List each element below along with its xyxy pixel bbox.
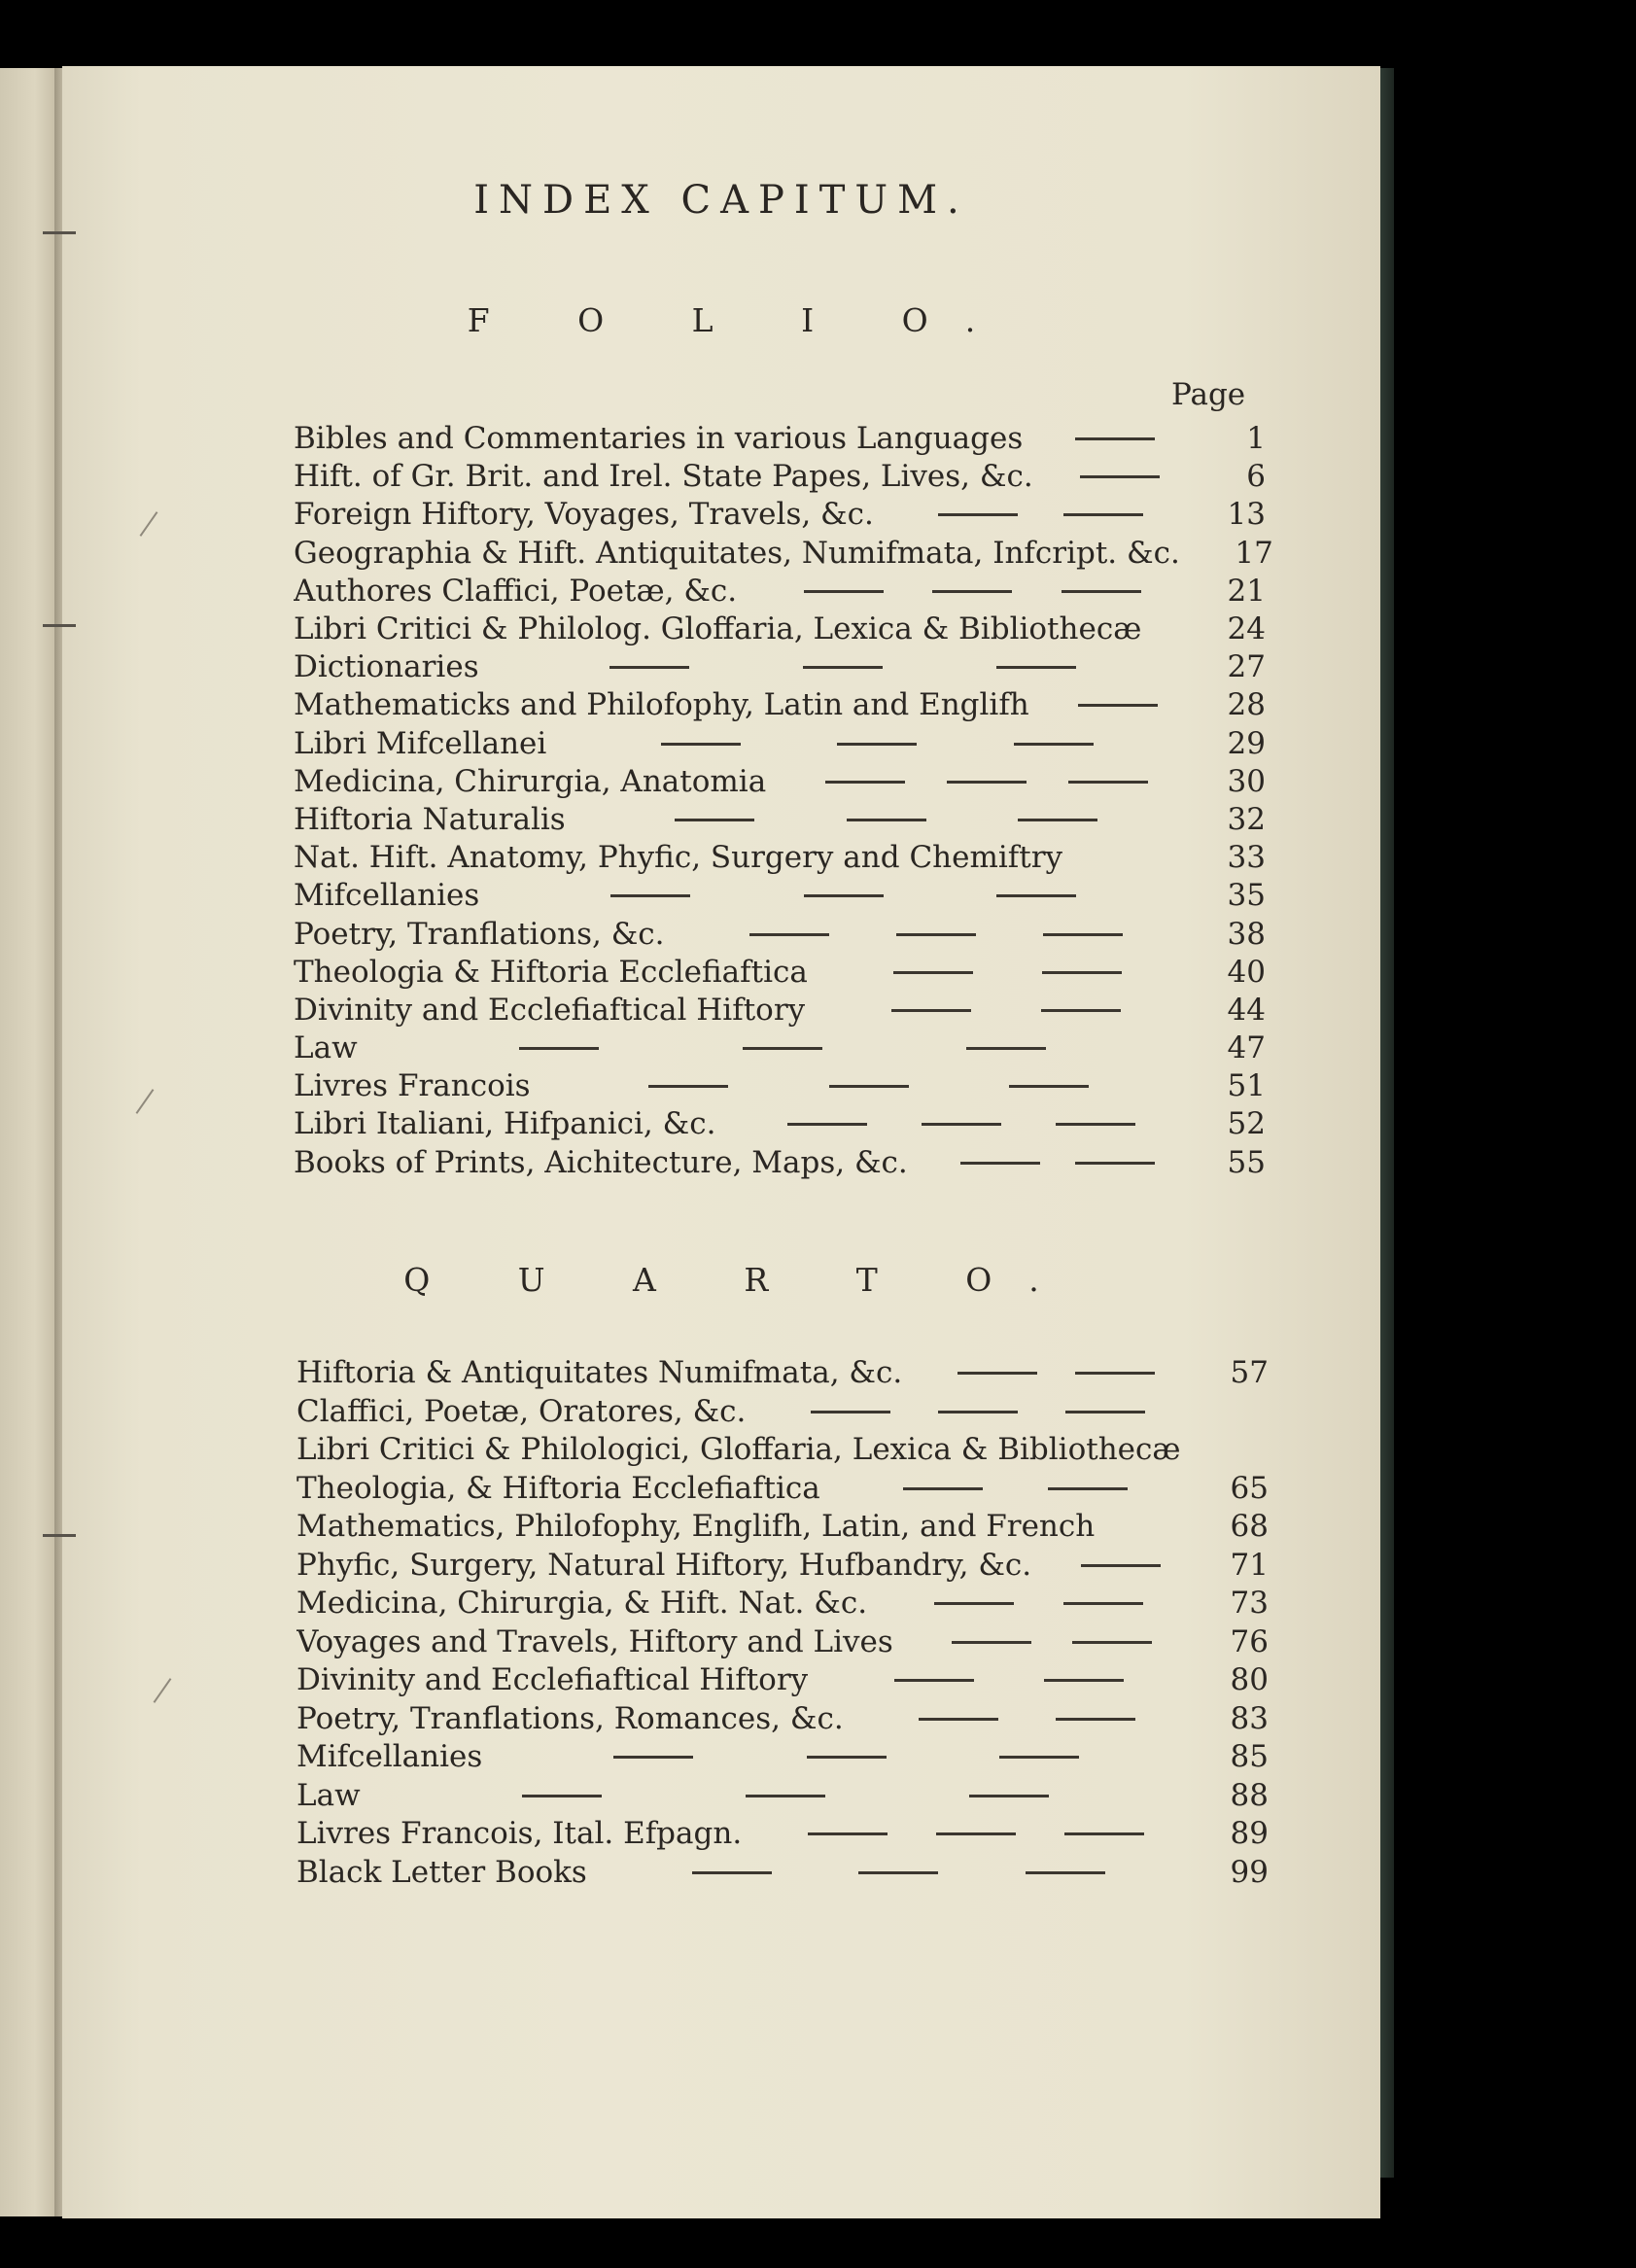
leader-dash <box>1056 1718 1135 1721</box>
index-entry <box>294 1144 1266 1182</box>
index-entry <box>296 1547 1269 1586</box>
leader-dash <box>807 1756 887 1759</box>
entry-page-number: 38 <box>1227 916 1266 952</box>
index-entry <box>294 535 1273 573</box>
cover-edge <box>1380 68 1394 2178</box>
index-entry <box>294 992 1266 1029</box>
leader-dash <box>1041 1009 1121 1012</box>
index-entry <box>294 686 1266 724</box>
entry-page-number: 85 <box>1230 1739 1269 1775</box>
page-title: INDEX CAPITUM. <box>473 178 969 223</box>
dash-leader <box>874 513 1207 516</box>
entry-title: Livres Francois <box>294 1068 531 1104</box>
index-entry <box>296 1585 1269 1623</box>
index-entry <box>296 1854 1269 1893</box>
dash-leader <box>746 1411 1210 1413</box>
dash-leader <box>1033 475 1207 478</box>
entry-page-number: 73 <box>1230 1586 1269 1622</box>
leader-dash <box>894 1679 974 1682</box>
leader-dash <box>999 1756 1079 1759</box>
entry-title: Hiftoria & Antiquitates Numifmata, &c. <box>296 1355 903 1391</box>
leader-dash <box>675 819 754 821</box>
entry-page-number: 28 <box>1227 687 1266 723</box>
index-entry <box>296 1661 1269 1700</box>
dash-leader <box>587 1871 1210 1874</box>
index-entry <box>296 1738 1269 1777</box>
leader-dash <box>922 1123 1001 1126</box>
index-entry <box>294 763 1266 801</box>
leader-dash <box>1072 1641 1152 1644</box>
index-entry <box>296 1354 1269 1393</box>
entry-title: Medicina, Chirurgia, & Hift. Nat. &c. <box>296 1586 868 1622</box>
dash-leader <box>566 819 1207 821</box>
entry-title: Dictionaries <box>294 649 479 685</box>
leader-dash <box>743 1047 822 1050</box>
leader-dash <box>825 781 905 784</box>
dash-leader <box>742 1832 1210 1835</box>
leader-dash <box>609 666 689 669</box>
dash-leader <box>546 743 1207 746</box>
entry-title: Theologia, & Hiftoria Ecclefiaftica <box>296 1470 820 1506</box>
leader-dash <box>613 1756 693 1759</box>
leader-dash <box>1081 1564 1161 1567</box>
index-entry <box>294 496 1266 534</box>
index-entry <box>294 1029 1266 1067</box>
dash-leader <box>805 1009 1207 1012</box>
leader-dash <box>837 743 917 746</box>
leader-dash <box>996 894 1076 897</box>
entry-title: Mifcellanies <box>294 878 480 914</box>
leader-dash <box>1075 437 1155 440</box>
entry-title: Medicina, Chirurgia, Anatomia <box>294 763 767 799</box>
leader-dash <box>957 1372 1037 1375</box>
leader-dash <box>952 1641 1031 1644</box>
index-entry <box>294 877 1266 915</box>
entry-title: Law <box>296 1777 361 1813</box>
entry-title: Bibles and Commentaries in various Languages <box>294 421 1024 457</box>
entry-page-number: 51 <box>1227 1068 1266 1104</box>
index-entry <box>294 573 1266 611</box>
dash-leader <box>531 1085 1207 1088</box>
entry-title: Divinity and Ecclefiaftical Hiftory <box>296 1662 809 1698</box>
index-entry <box>294 458 1266 496</box>
entry-page-number: 99 <box>1230 1854 1269 1890</box>
leader-dash <box>960 1162 1040 1165</box>
index-entry <box>296 1508 1269 1547</box>
leader-dash <box>1042 971 1122 974</box>
leader-dash <box>692 1871 772 1874</box>
entry-page-number: 44 <box>1227 992 1266 1028</box>
dash-leader <box>361 1795 1210 1797</box>
index-entry <box>296 1815 1269 1854</box>
entry-title: Foreign Hiftory, Voyages, Travels, &c. <box>294 497 874 533</box>
leader-dash <box>903 1487 983 1490</box>
entry-page-number: 68 <box>1230 1509 1269 1545</box>
leader-dash <box>1014 743 1094 746</box>
leader-dash <box>1080 475 1160 478</box>
dash-leader <box>1031 1564 1210 1567</box>
entry-page-number: 1 <box>1246 421 1266 457</box>
leader-dash <box>1018 819 1097 821</box>
dash-leader <box>893 1641 1210 1644</box>
entry-title: Libri Italiani, Hifpanici, &c. <box>294 1106 716 1142</box>
entry-page-number: 57 <box>1230 1355 1269 1391</box>
leader-dash <box>519 1047 599 1050</box>
entry-page-number: 89 <box>1230 1816 1269 1852</box>
index-entry <box>296 1393 1269 1432</box>
entry-title: Libri Critici & Philologici, Gloffaria, Lexica & Bibliothecæ <box>296 1432 1181 1468</box>
folio-section-heading: F O L I O. <box>467 301 1015 339</box>
leader-dash <box>808 1832 888 1835</box>
entry-title: Nat. Hift. Anatomy, Phyfic, Surgery and Chemiftry <box>294 840 1063 876</box>
dash-leader <box>1023 437 1207 440</box>
entry-page-number: 13 <box>1227 497 1266 533</box>
leader-dash <box>1064 1832 1144 1835</box>
binding-stitch <box>43 624 76 627</box>
entry-title: Geographia & Hift. Antiquitates, Numifmata, Infcript. &c. <box>294 535 1180 571</box>
leader-dash <box>1044 1679 1124 1682</box>
leader-dash <box>804 894 884 897</box>
leader-dash <box>1075 1162 1155 1165</box>
leader-dash <box>893 971 973 974</box>
leader-dash <box>938 513 1018 516</box>
leader-dash <box>1043 933 1123 936</box>
leader-dash <box>1065 1411 1145 1413</box>
entry-title: Authores Claffici, Poetæ, &c. <box>294 573 738 609</box>
dash-leader <box>665 933 1207 936</box>
index-entry <box>294 839 1266 877</box>
leader-dash <box>610 894 690 897</box>
entry-title: Divinity and Ecclefiaftical Hiftory <box>294 992 806 1028</box>
leader-dash <box>804 590 884 593</box>
leader-dash <box>1062 590 1141 593</box>
leader-dash <box>1056 1123 1135 1126</box>
leader-dash <box>858 1871 938 1874</box>
dash-leader <box>808 971 1207 974</box>
index-entry <box>296 1470 1269 1509</box>
entry-title: Mathematicks and Philofophy, Latin and Englifh <box>294 687 1029 723</box>
entry-page-number: 88 <box>1230 1777 1269 1813</box>
entry-page-number: 35 <box>1227 878 1266 914</box>
index-entry <box>296 1431 1269 1470</box>
entry-title: Mathematics, Philofophy, Englifh, Latin, and French <box>296 1509 1096 1545</box>
leader-dash <box>847 819 926 821</box>
entry-page-number: 40 <box>1227 954 1266 990</box>
leader-dash <box>1026 1871 1105 1874</box>
entry-page-number: 71 <box>1230 1547 1269 1583</box>
entry-page-number: 21 <box>1227 573 1266 609</box>
entry-title: Books of Prints, Aichitecture, Maps, &c. <box>294 1144 908 1180</box>
entry-title: Hift. of Gr. Brit. and Irel. State Papes, Lives, &c. <box>294 459 1033 495</box>
dash-leader <box>867 1602 1210 1605</box>
entry-page-number: 30 <box>1227 763 1266 799</box>
leader-dash <box>919 1718 998 1721</box>
index-entry <box>294 420 1266 458</box>
index-entry <box>294 611 1266 648</box>
index-entry <box>294 1105 1266 1143</box>
leader-dash <box>1009 1085 1089 1088</box>
leader-dash <box>966 1047 1046 1050</box>
quarto-index-list <box>296 1354 1269 1892</box>
leader-dash <box>661 743 741 746</box>
dash-leader <box>479 666 1207 669</box>
entry-title: Black Letter Books <box>296 1854 587 1890</box>
entry-page-number: 32 <box>1227 801 1266 837</box>
facing-page-edge <box>0 68 58 2216</box>
entry-page-number: 83 <box>1230 1700 1269 1736</box>
binding-gutter <box>54 68 62 2216</box>
entry-page-number: 24 <box>1227 611 1266 647</box>
leader-dash <box>1075 1372 1155 1375</box>
leader-dash <box>746 1795 825 1797</box>
entry-page-number: 29 <box>1227 725 1266 761</box>
leader-dash <box>1078 704 1158 707</box>
leader-dash <box>829 1085 909 1088</box>
entry-page-number: 27 <box>1227 649 1266 685</box>
leader-dash <box>969 1795 1049 1797</box>
leader-dash <box>938 1411 1018 1413</box>
entry-page-number: 65 <box>1230 1470 1269 1506</box>
leader-dash <box>787 1123 867 1126</box>
index-entry <box>294 915 1266 953</box>
index-entry <box>294 801 1266 839</box>
index-entry <box>294 1067 1266 1105</box>
entry-title: Law <box>294 1030 358 1066</box>
entry-title: Livres Francois, Ital. Efpagn. <box>296 1816 743 1852</box>
entry-title: Poetry, Tranflations, &c. <box>294 916 665 952</box>
leader-dash <box>811 1411 890 1413</box>
leader-dash <box>648 1085 728 1088</box>
index-entry <box>294 648 1266 686</box>
entry-title: Phyfic, Surgery, Natural Hiftory, Hufbandry, &c. <box>296 1547 1032 1583</box>
index-entry <box>296 1777 1269 1816</box>
dash-leader <box>715 1123 1207 1126</box>
entry-page-number: 33 <box>1227 840 1266 876</box>
entry-page-number: 17 <box>1235 535 1273 571</box>
leader-dash <box>522 1795 602 1797</box>
dash-leader <box>808 1679 1210 1682</box>
leader-dash <box>996 666 1076 669</box>
entry-title: Libri Mifcellanei <box>294 725 547 761</box>
quarto-section-heading: Q U A R T O. <box>403 1261 1078 1299</box>
dash-leader <box>358 1047 1207 1050</box>
dash-leader <box>737 590 1207 593</box>
index-entry <box>296 1623 1269 1662</box>
leader-dash <box>1048 1487 1128 1490</box>
leader-dash <box>896 933 976 936</box>
leader-dash <box>1063 513 1143 516</box>
dash-leader <box>908 1162 1207 1165</box>
entry-title: Libri Critici & Philolog. Gloffaria, Lexica & Bibliothecæ <box>294 611 1142 647</box>
leader-dash <box>749 933 829 936</box>
entry-title: Voyages and Travels, Hiftory and Lives <box>296 1623 893 1659</box>
entry-page-number: 55 <box>1227 1144 1266 1180</box>
entry-page-number: 47 <box>1227 1030 1266 1066</box>
folio-index-list <box>294 420 1273 1182</box>
dash-leader <box>820 1487 1210 1490</box>
entry-page-number: 6 <box>1246 459 1266 495</box>
index-entry <box>296 1700 1269 1739</box>
leader-dash <box>936 1832 1016 1835</box>
leader-dash <box>1063 1602 1143 1605</box>
leader-dash <box>1068 781 1148 784</box>
leader-dash <box>891 1009 971 1012</box>
dash-leader <box>766 781 1207 784</box>
entry-title: Claffici, Poetæ, Oratores, &c. <box>296 1393 747 1429</box>
entry-page-number: 76 <box>1230 1623 1269 1659</box>
leader-dash <box>932 590 1012 593</box>
index-entry <box>294 725 1266 763</box>
entry-title: Hiftoria Naturalis <box>294 801 566 837</box>
entry-page-number: 52 <box>1227 1106 1266 1142</box>
dash-leader <box>1029 704 1207 707</box>
leader-dash <box>803 666 883 669</box>
dash-leader <box>844 1718 1210 1721</box>
entry-title: Mifcellanies <box>296 1739 483 1775</box>
binding-stitch <box>43 1534 76 1537</box>
entry-title: Poetry, Tranflations, Romances, &c. <box>296 1700 844 1736</box>
entry-page-number: 80 <box>1230 1662 1269 1698</box>
dash-leader <box>902 1372 1210 1375</box>
dash-leader <box>482 1756 1210 1759</box>
dash-leader <box>479 894 1207 897</box>
leader-dash <box>934 1602 1014 1605</box>
page-column-label: Page <box>1171 377 1246 412</box>
binding-stitch <box>43 231 76 234</box>
index-entry <box>294 954 1266 992</box>
leader-dash <box>947 781 1027 784</box>
entry-title: Theologia & Hiftoria Ecclefiaftica <box>294 954 808 990</box>
